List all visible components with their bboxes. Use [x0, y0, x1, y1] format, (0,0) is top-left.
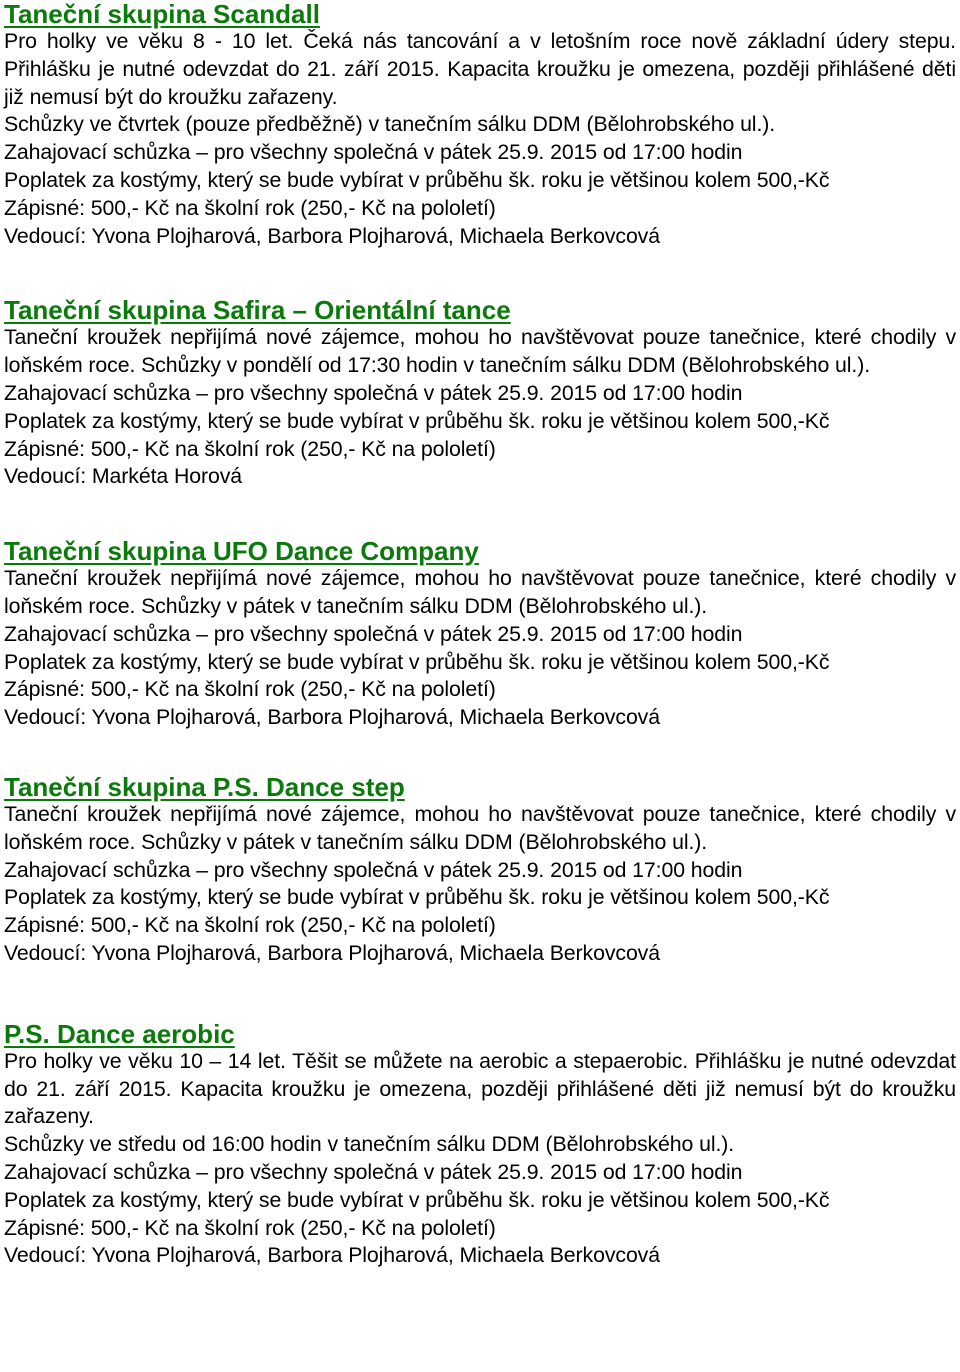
enrollment-fee: Zápisné: 500,- Kč na školní rok (250,- Kč na pololetí)	[4, 913, 496, 938]
section-scandall	[4, 0, 956, 250]
section-title: Taneční skupina Scandall	[4, 0, 320, 29]
opening-meeting: Zahajovací schůzka – pro všechny společná v pátek 25.9. 2015 od 17:00 hodin	[4, 857, 743, 882]
costume-fee: Poplatek za kostýmy, který se bude vybírat v průběhu šk. roku je většinou kolem 500,-Kč	[4, 167, 830, 192]
enrollment-fee: Zápisné: 500,- Kč na školní rok (250,- Kč na pololetí)	[4, 1215, 496, 1240]
enrollment-fee: Zápisné: 500,- Kč na školní rok (250,- Kč na pololetí)	[4, 436, 496, 461]
section-description: Pro holky ve věku 8 - 10 let. Čeká nás tancování a v letošním roce nově základní údery stepu. Přihlášku je nutné odevzdat do 21. září 2015. Kapacita kroužku je omezena, později přihlášené děti již nemusí být do kroužku zařazeny.	[4, 29, 956, 109]
section-description: Taneční kroužek nepřijímá nové zájemce, mohou ho navštěvovat pouze tanečnice, které chodily v loňském roce. Schůzky v pátek v tanečním sálku DDM (Bělohrobského ul.).	[4, 801, 956, 854]
meeting-info: Schůzky ve středu od 16:00 hodin v tanečním sálku DDM (Bělohrobského ul.).	[4, 1132, 735, 1157]
enrollment-fee: Zápisné: 500,- Kč na školní rok (250,- Kč na pololetí)	[4, 677, 496, 702]
opening-meeting: Zahajovací schůzka – pro všechny společná v pátek 25.9. 2015 od 17:00 hodin	[4, 621, 743, 646]
opening-meeting: Zahajovací schůzka – pro všechny společná v pátek 25.9. 2015 od 17:00 hodin	[4, 1159, 743, 1184]
spacer	[4, 250, 956, 296]
costume-fee: Poplatek za kostýmy, který se bude vybírat v průběhu šk. roku je většinou kolem 500,-Kč	[4, 1187, 830, 1212]
section-ufo-dance-company	[4, 537, 956, 732]
opening-meeting: Zahajovací schůzka – pro všechny společná v pátek 25.9. 2015 od 17:00 hodin	[4, 140, 743, 165]
costume-fee: Poplatek za kostýmy, který se bude vybírat v průběhu šk. roku je většinou kolem 500,-Kč	[4, 649, 830, 674]
section-title: Taneční skupina UFO Dance Company	[4, 536, 479, 567]
section-ps-dance-aerobic	[4, 1020, 956, 1270]
spacer	[4, 968, 956, 1020]
costume-fee: Poplatek za kostýmy, který se bude vybírat v průběhu šk. roku je většinou kolem 500,-Kč	[4, 408, 830, 433]
section-description: Taneční kroužek nepřijímá nové zájemce, mohou ho navštěvovat pouze tanečnice, které chodily v loňském roce. Schůzky v pátek v tanečním sálku DDM (Bělohrobského ul.).	[4, 566, 956, 618]
section-safira	[4, 296, 956, 491]
leaders: Vedoucí: Yvona Plojharová, Barbora Plojharová, Michaela Berkovcová	[4, 940, 660, 965]
section-title: Taneční skupina P.S. Dance step	[4, 771, 405, 802]
leaders: Vedoucí: Markéta Horová	[4, 464, 243, 489]
section-title: Taneční skupina Safira – Orientální tance	[4, 295, 511, 326]
costume-fee: Poplatek za kostýmy, který se bude vybírat v průběhu šk. roku je většinou kolem 500,-Kč	[4, 885, 830, 910]
section-title: P.S. Dance aerobic	[4, 1018, 235, 1049]
opening-meeting: Zahajovací schůzka – pro všechny společná v pátek 25.9. 2015 od 17:00 hodin	[4, 380, 743, 405]
meeting-info: Schůzky ve čtvrtek (pouze předběžně) v tanečním sálku DDM (Bělohrobského ul.).	[4, 112, 776, 137]
leaders: Vedoucí: Yvona Plojharová, Barbora Plojharová, Michaela Berkovcová	[4, 223, 660, 248]
section-description: Pro holky ve věku 10 – 14 let. Těšit se můžete na aerobic a stepaerobic. Přihlášku je nutné odevzdat do 21. září 2015. Kapacita kroužku je omezena, později přihlášené děti již nemusí být do kroužku zařazeny.	[4, 1048, 956, 1129]
section-description: Taneční kroužek nepřijímá nové zájemce, mohou ho navštěvovat pouze tanečnice, které chodily v loňském roce. Schůzky v pondělí od 17:30 hodin v tanečním sálku DDM (Bělohrobského ul.).	[4, 325, 956, 378]
section-ps-dance-step	[4, 773, 956, 968]
enrollment-fee: Zápisné: 500,- Kč na školní rok (250,- Kč na pololetí)	[4, 195, 496, 220]
spacer	[4, 732, 956, 773]
leaders: Vedoucí: Yvona Plojharová, Barbora Plojharová, Michaela Berkovcová	[4, 1243, 660, 1268]
leaders: Vedoucí: Yvona Plojharová, Barbora Plojharová, Michaela Berkovcová	[4, 705, 660, 730]
spacer	[4, 491, 956, 537]
